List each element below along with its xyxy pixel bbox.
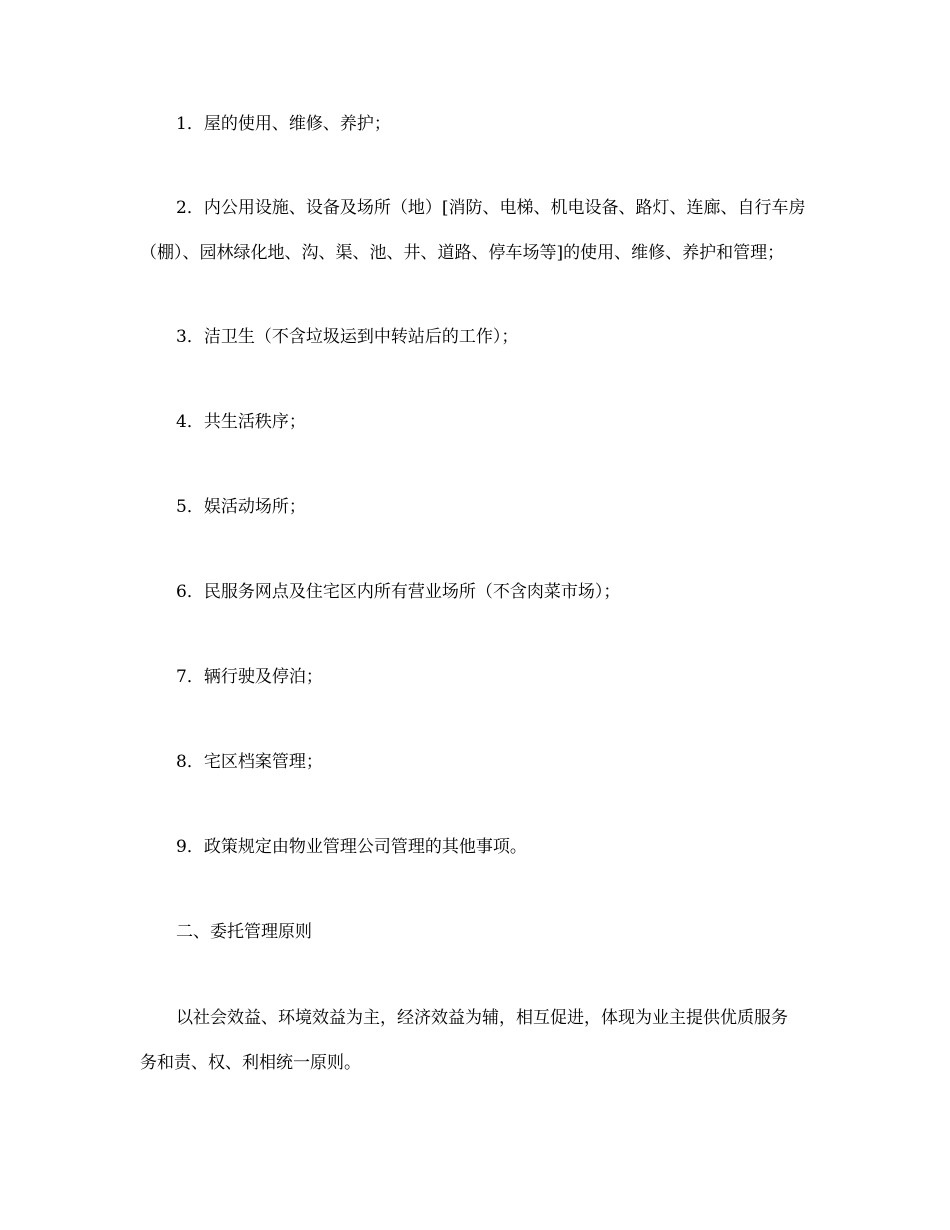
- list-item-line: 6．民服务网点及住宅区内所有营业场所（不含肉菜市场）；: [176, 582, 621, 602]
- list-item-line: 3．洁卫生（不含垃圾运到中转站后的工作）；: [176, 327, 519, 347]
- list-item-8: [140, 740, 820, 785]
- paragraph-line: 务和责、权、利相统一原则。: [140, 1053, 361, 1073]
- list-item-9: [140, 825, 820, 870]
- principle-paragraph: [140, 996, 820, 1086]
- list-item-line: 9．政策规定由物业管理公司管理的其他事项。: [176, 837, 527, 857]
- list-item-7: [140, 655, 820, 700]
- paragraph-line: 以社会效益、环境效益为主，经济效益为辅，相互促进，体现为业主提供优质服务: [176, 1008, 788, 1028]
- list-item-2: [140, 186, 820, 276]
- section-heading-text: 二、委托管理原则: [176, 922, 312, 942]
- section-heading: [140, 910, 820, 955]
- list-item-line: （棚）、园林绿化地、沟、渠、池、井、道路、停车场等]的使用、维修、养护和管理；: [140, 243, 785, 263]
- list-item-6: [140, 570, 820, 615]
- list-item-line: 4．共生活秩序；: [176, 412, 306, 432]
- list-item-3: [140, 315, 820, 360]
- list-item-line: 7．辆行驶及停泊；: [176, 667, 323, 687]
- list-item-4: [140, 400, 820, 445]
- list-item-line: 8．宅区档案管理；: [176, 752, 323, 772]
- list-item-line: 2．内公用设施、设备及场所（地）[消防、电梯、机电设备、路灯、连廊、自行车房: [176, 198, 806, 218]
- list-item-line: 1．屋的使用、维修、养护；: [176, 114, 391, 134]
- list-item-1: [140, 102, 820, 147]
- list-item-5: [140, 485, 820, 530]
- list-item-line: 5．娱活动场所；: [176, 497, 306, 517]
